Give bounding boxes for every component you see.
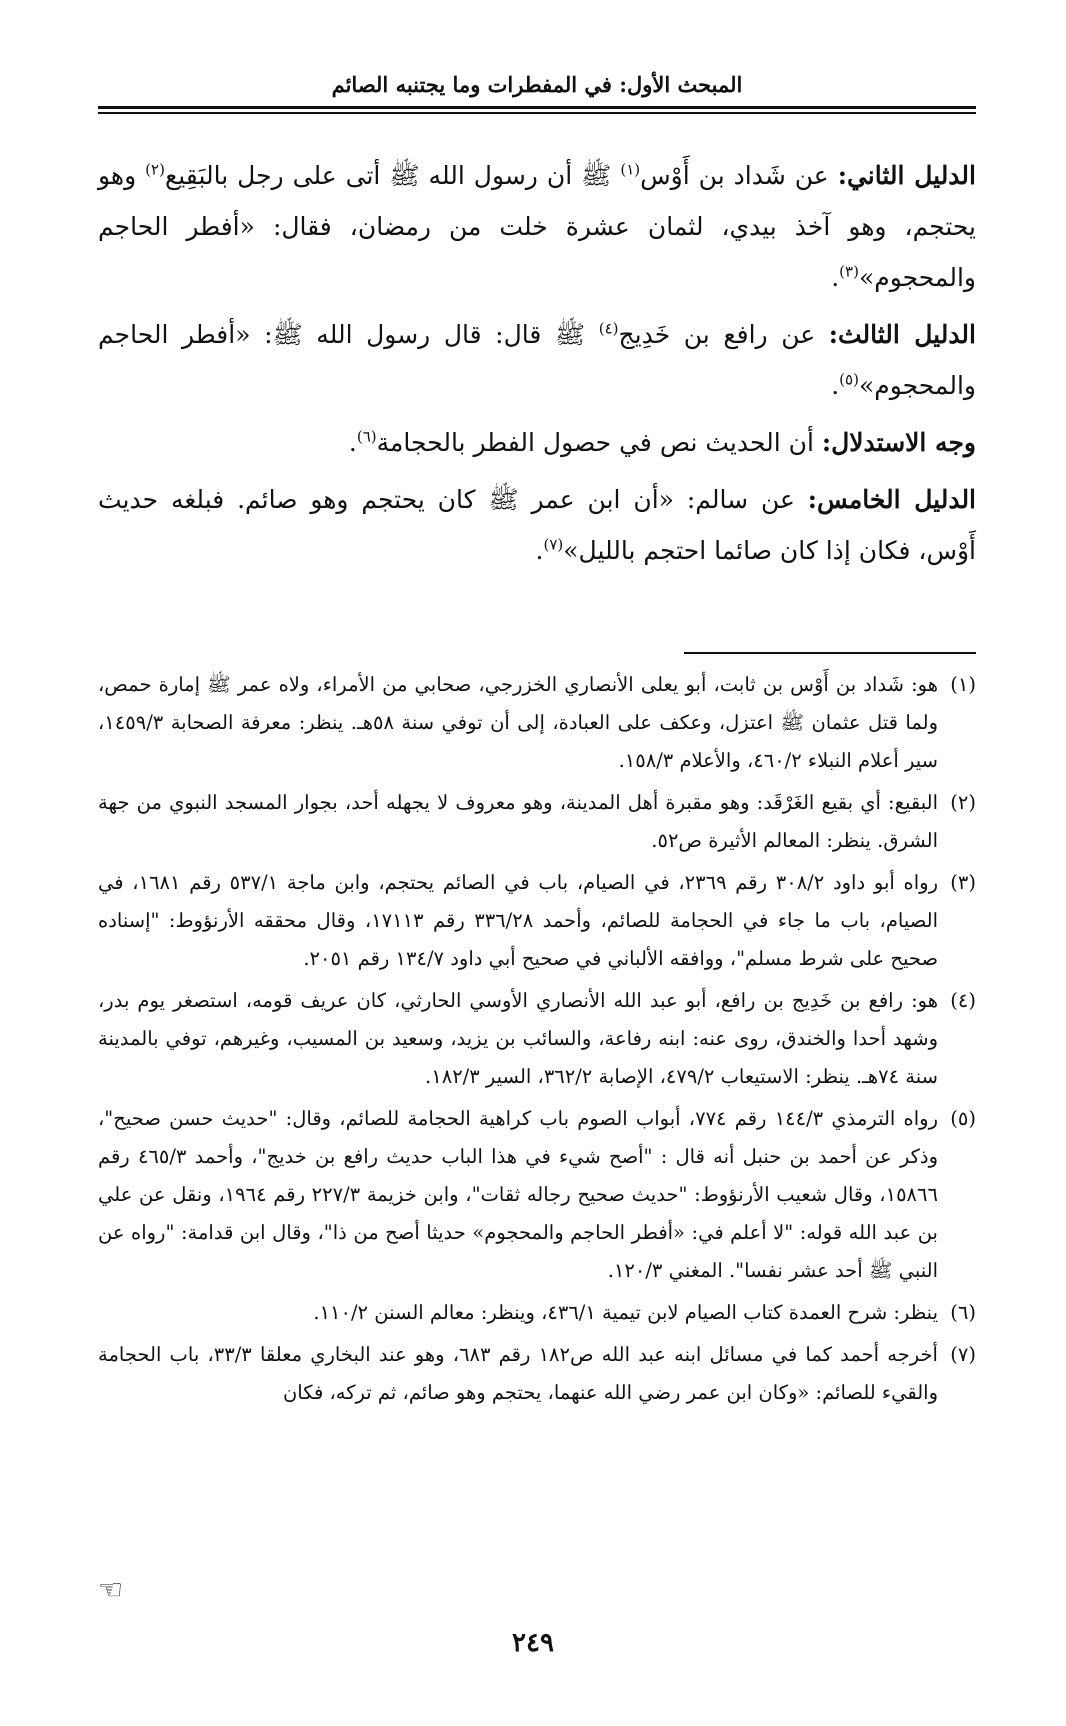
footnote [98,784,976,860]
footnote-number: (٧) [950,1343,976,1366]
footnote-number: (٣) [950,871,976,894]
paragraph-text: . [831,263,840,292]
footnote [98,982,976,1096]
pointing-hand-icon: ☜ [98,1573,124,1606]
footnote-ref[interactable]: (٤) [598,319,619,338]
page-number: ٢٤٩ [512,1628,554,1658]
paragraph-lead: وجه الاستدلال: [821,428,976,457]
paragraph-text: . [348,428,357,457]
footnote-number: (٤) [950,989,976,1012]
footnote [98,864,976,978]
paragraph-text: وهو يحتجم، وهو آخذ بيدي، لثمان عشرة خلت من رمضان، فقال: «أفطر الحاجم والمحجوم» [98,161,976,292]
footnote [98,1100,976,1290]
main-text [98,150,976,582]
header-rule [98,106,976,109]
footnote-number: (٦) [950,1301,976,1324]
footnote-separator [684,652,976,654]
paragraph-text: . [535,536,544,565]
footnote-ref[interactable]: (٥) [839,370,859,389]
paragraph-lead: الدليل الثاني: [837,161,976,190]
paragraph-evidence-3 [98,309,976,411]
footnote-ref[interactable]: (٦) [356,427,377,446]
footnote-number: (٢) [950,791,976,814]
footnote-text: أخرجه أحمد كما في مسائل ابنه عبد الله ص١٨٢ رقم ٦٨٣، وهو عند البخاري معلقا ٣٣/٣، باب الحجامة والقيء للصائم: «وكان ابن عمر رضي الله عنهما، يحتجم وهو صائم، ثم تركه، فكان [98,1343,938,1404]
paragraph-text: أن الحديث نص في حصول الفطر بالحجامة [376,428,822,457]
footnote-ref[interactable]: (٧) [543,535,564,554]
footnotes [98,666,976,1416]
footnote-text: البقيع: أي بقيع الغَرْقَد: وهو مقبرة أهل المدينة، وهو معروف لا يجهله أحد، بجوار المسجد النبوي من جهة الشرق. ينظر: المعالم الأثيرة ص٥٢. [98,791,938,852]
paragraph-text: ﷺ أن رسول الله ﷺ أتى على رجل بالبَقِيع [164,161,621,190]
paragraph-text: عن سالم: «أن ابن عمر ﷺ كان يحتجم وهو صائم. فبلغه حديث أَوْس، فكان إذا كان صائما احتجم بالليل» [98,485,976,565]
footnote-ref[interactable]: (٣) [839,262,859,281]
footnote [98,666,976,780]
paragraph-inference [98,417,976,468]
footnote-number: (١) [950,673,976,696]
footnote [98,1336,976,1412]
paragraph-text: عن رافع بن خَدِيج [618,320,829,349]
footnote-ref[interactable]: (٢) [145,160,165,179]
paragraph-text: ﷺ قال: قال رسول الله ﷺ: «أفطر الحاجم والمحجوم» [98,320,976,400]
paragraph-lead: الدليل الثالث: [828,320,976,349]
paragraph-text: عن شَداد بن أَوْس [640,161,838,190]
footnote-text: رواه أبو داود ٣٠٨/٢ رقم ٢٣٦٩، في الصيام، باب في الصائم يحتجم، وابن ماجة ٥٣٧/١ رقم ١٦٨١، في الصيام، باب ما جاء في الحجامة للصائم، وأحمد ٣٣٦/٢٨ رقم ١٧١١٣، وقال محققه الأرنؤوط: "إسناده صحيح على شرط مسلم"، ووافقه الألباني في صحيح أبي داود ١٣٤/٧ رقم ٢٠٥١. [98,871,938,970]
paragraph-evidence-2 [98,150,976,303]
footnote-text: رواه الترمذي ١٤٤/٣ رقم ٧٧٤، أبواب الصوم باب كراهية الحجامة للصائم، وقال: "حديث حسن صحيح"، وذكر عن أحمد بن حنبل أنه قال : "أصح شيء في هذا الباب حديث رافع بن خديج"، وأحمد ٤٦٥/٣ رقم ١٥٨٦٦، وقال شعيب الأرنؤوط: "حديث صحيح رجاله ثقات"، وابن خزيمة ٢٢٧/٣ رقم ١٩٦٤، ونقل عن علي بن عبد الله قوله: "لا أعلم في: «أفطر الحاجم والمحجوم» حديثا أصح من ذا"، وقال ابن قدامة: "رواه عن النبي ﷺ أحد عشر نفسا". المغني ١٢٠/٣. [98,1107,938,1282]
paragraph-lead: الدليل الخامس: [807,485,977,514]
footnote-number: (٥) [950,1107,976,1130]
footnote-text: ينظر: شرح العمدة كتاب الصيام لابن تيمية ٤٣٦/١، وينظر: معالم السنن ١١٠/٢. [313,1301,938,1324]
footnote [98,1294,976,1332]
header-rule-thin [98,112,976,114]
footnote-text: هو: شَداد بن أَوْس بن ثابت، أبو يعلى الأنصاري الخزرجي، صحابي من الأمراء، ولاه عمر ﷺ إمارة حمص، ولما قتل عثمان ﷺ اعتزل، وعكف على العبادة، إلى أن توفي سنة ٥٨هـ. ينظر: معرفة الصحابة ١٤٥٩/٣، سير أعلام النبلاء ٤٦٠/٢، والأعلام ١٥٨/٣. [98,673,938,772]
footnote-ref[interactable]: (١) [620,160,641,179]
running-header: المبحث الأول: في المفطرات وما يجتنبه الصائم [331,72,743,97]
paragraph-evidence-5 [98,474,976,576]
footnote-text: هو: رافع بن خَدِيج بن رافع، أبو عبد الله الأنصاري الأوسي الحارثي، كان عريف قومه، استصغر يوم بدر، وشهد أحدا والخندق، روى عنه: ابنه رفاعة، والسائب بن يزيد، وسعيد بن المسيب، وغيرهم، توفي بالمدينة سنة ٧٤هـ. ينظر: الاستيعاب ٤٧٩/٢، الإصابة ٣٦٢/٢، السير ١٨٢/٣. [98,989,938,1088]
paragraph-text: . [831,371,840,400]
